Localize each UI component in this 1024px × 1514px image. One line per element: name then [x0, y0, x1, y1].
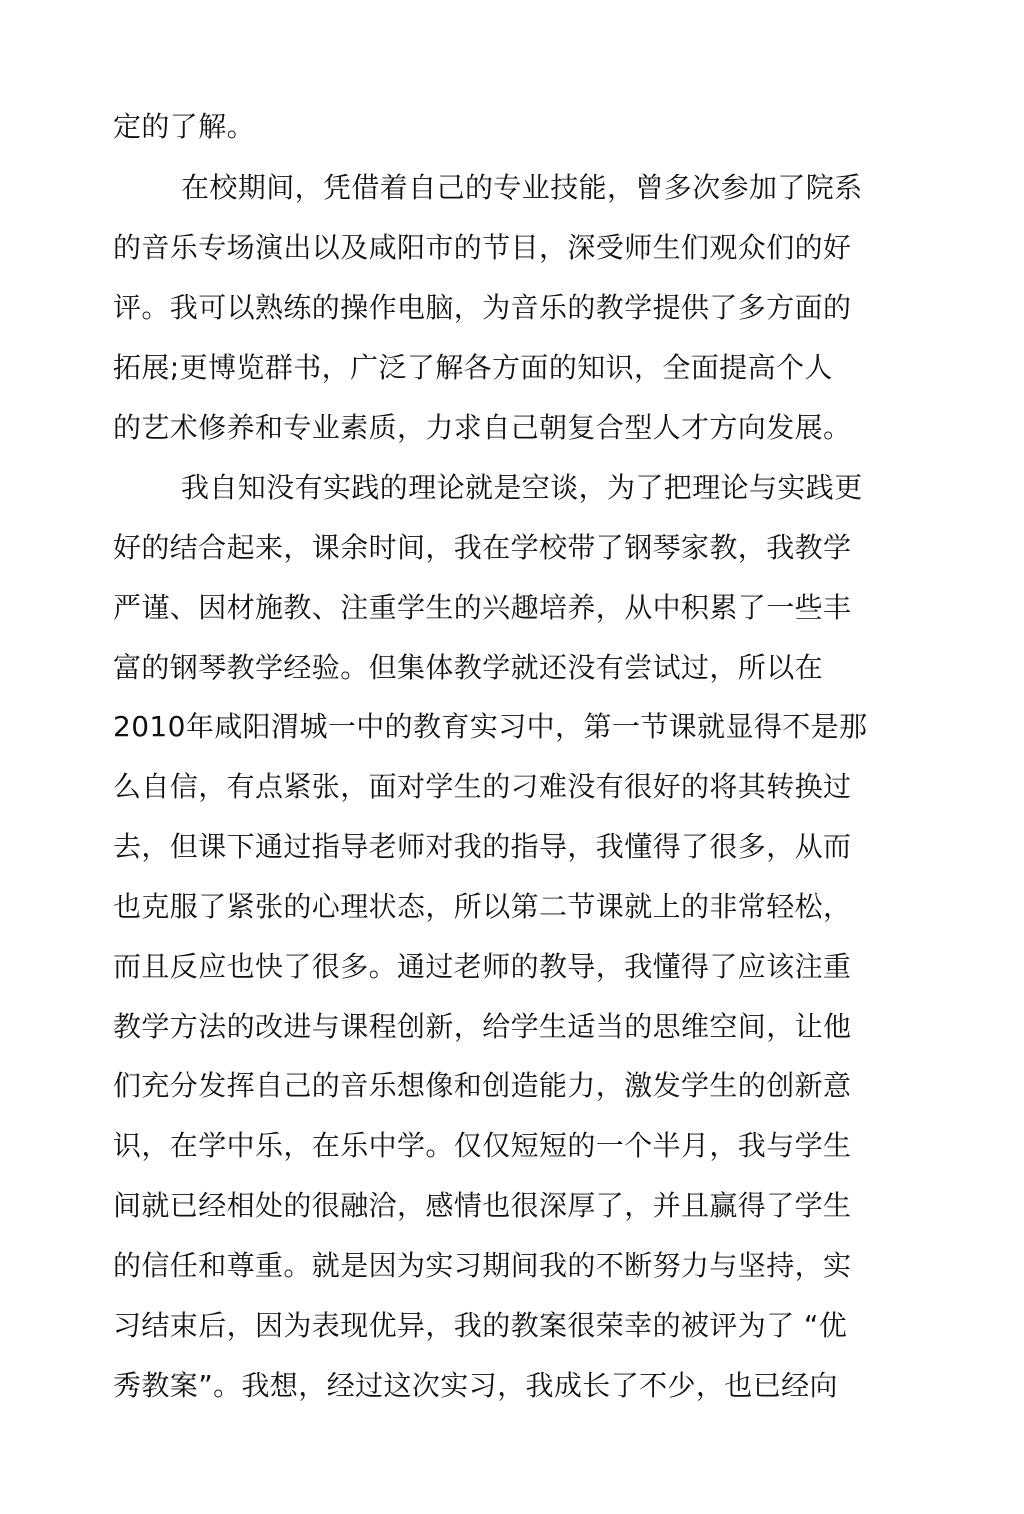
paragraph-start-line: 在校期间，凭借着自己的专业技能，曾多次参加了院系 — [181, 171, 863, 204]
paragraph-start-line: 我自知没有实践的理论就是空谈，为了把理论与实践更 — [181, 471, 863, 504]
text-line: 去，但课下通过指导老师对我的指导，我懂得了很多，从而 — [113, 830, 852, 863]
text-line: 们充分发挥自己的音乐想像和创造能力，激发学生的创新意 — [113, 1069, 852, 1102]
text-line: 评。我可以熟练的操作电脑，为音乐的教学提供了多方面的 — [113, 291, 852, 324]
text-line: 间就已经相处的很融洽，感情也很深厚了，并且赢得了学生 — [113, 1189, 852, 1222]
text-line: 富的钢琴教学经验。但集体教学就还没有尝试过，所以在 — [113, 651, 824, 684]
text-line: 的音乐专场演出以及咸阳市的节目，深受师生们观众们的好 — [113, 231, 852, 264]
text-line: 秀教案”。我想，经过这次实习，我成长了不少，也已经向 — [113, 1369, 838, 1402]
text-line: 教学方法的改进与课程创新，给学生适当的思维空间，让他 — [113, 1010, 852, 1043]
text-line: 2010年咸阳渭城一中的教育实习中，第一节课就显得不是那 — [113, 710, 868, 743]
text-line: 也克服了紧张的心理状态，所以第二节课就上的非常轻松， — [113, 890, 852, 923]
text-line: 的信任和尊重。就是因为实习期间我的不断努力与坚持，实 — [113, 1249, 852, 1282]
text-line: 的艺术修养和专业素质，力求自己朝复合型人才方向发展。 — [113, 411, 852, 444]
text-line: 么自信，有点紧张，面对学生的刁难没有很好的将其转换过 — [113, 770, 852, 803]
text-line: 习结束后，因为表现优异，我的教案很荣幸的被评为了 “优 — [113, 1309, 848, 1342]
text-line: 定的了解。 — [113, 110, 256, 143]
text-line: 而且反应也快了很多。通过老师的教导，我懂得了应该注重 — [113, 950, 852, 983]
text-line: 好的结合起来，课余时间，我在学校带了钢琴家教，我教学 — [113, 531, 852, 564]
text-line: 严谨、因材施教、注重学生的兴趣培养，从中积累了一些丰 — [113, 591, 852, 624]
text-line: 拓展;更博览群书，广泛了解各方面的知识，全面提高个人 — [113, 351, 833, 384]
text-line: 识，在学中乐，在乐中学。仅仅短短的一个半月，我与学生 — [113, 1129, 852, 1162]
